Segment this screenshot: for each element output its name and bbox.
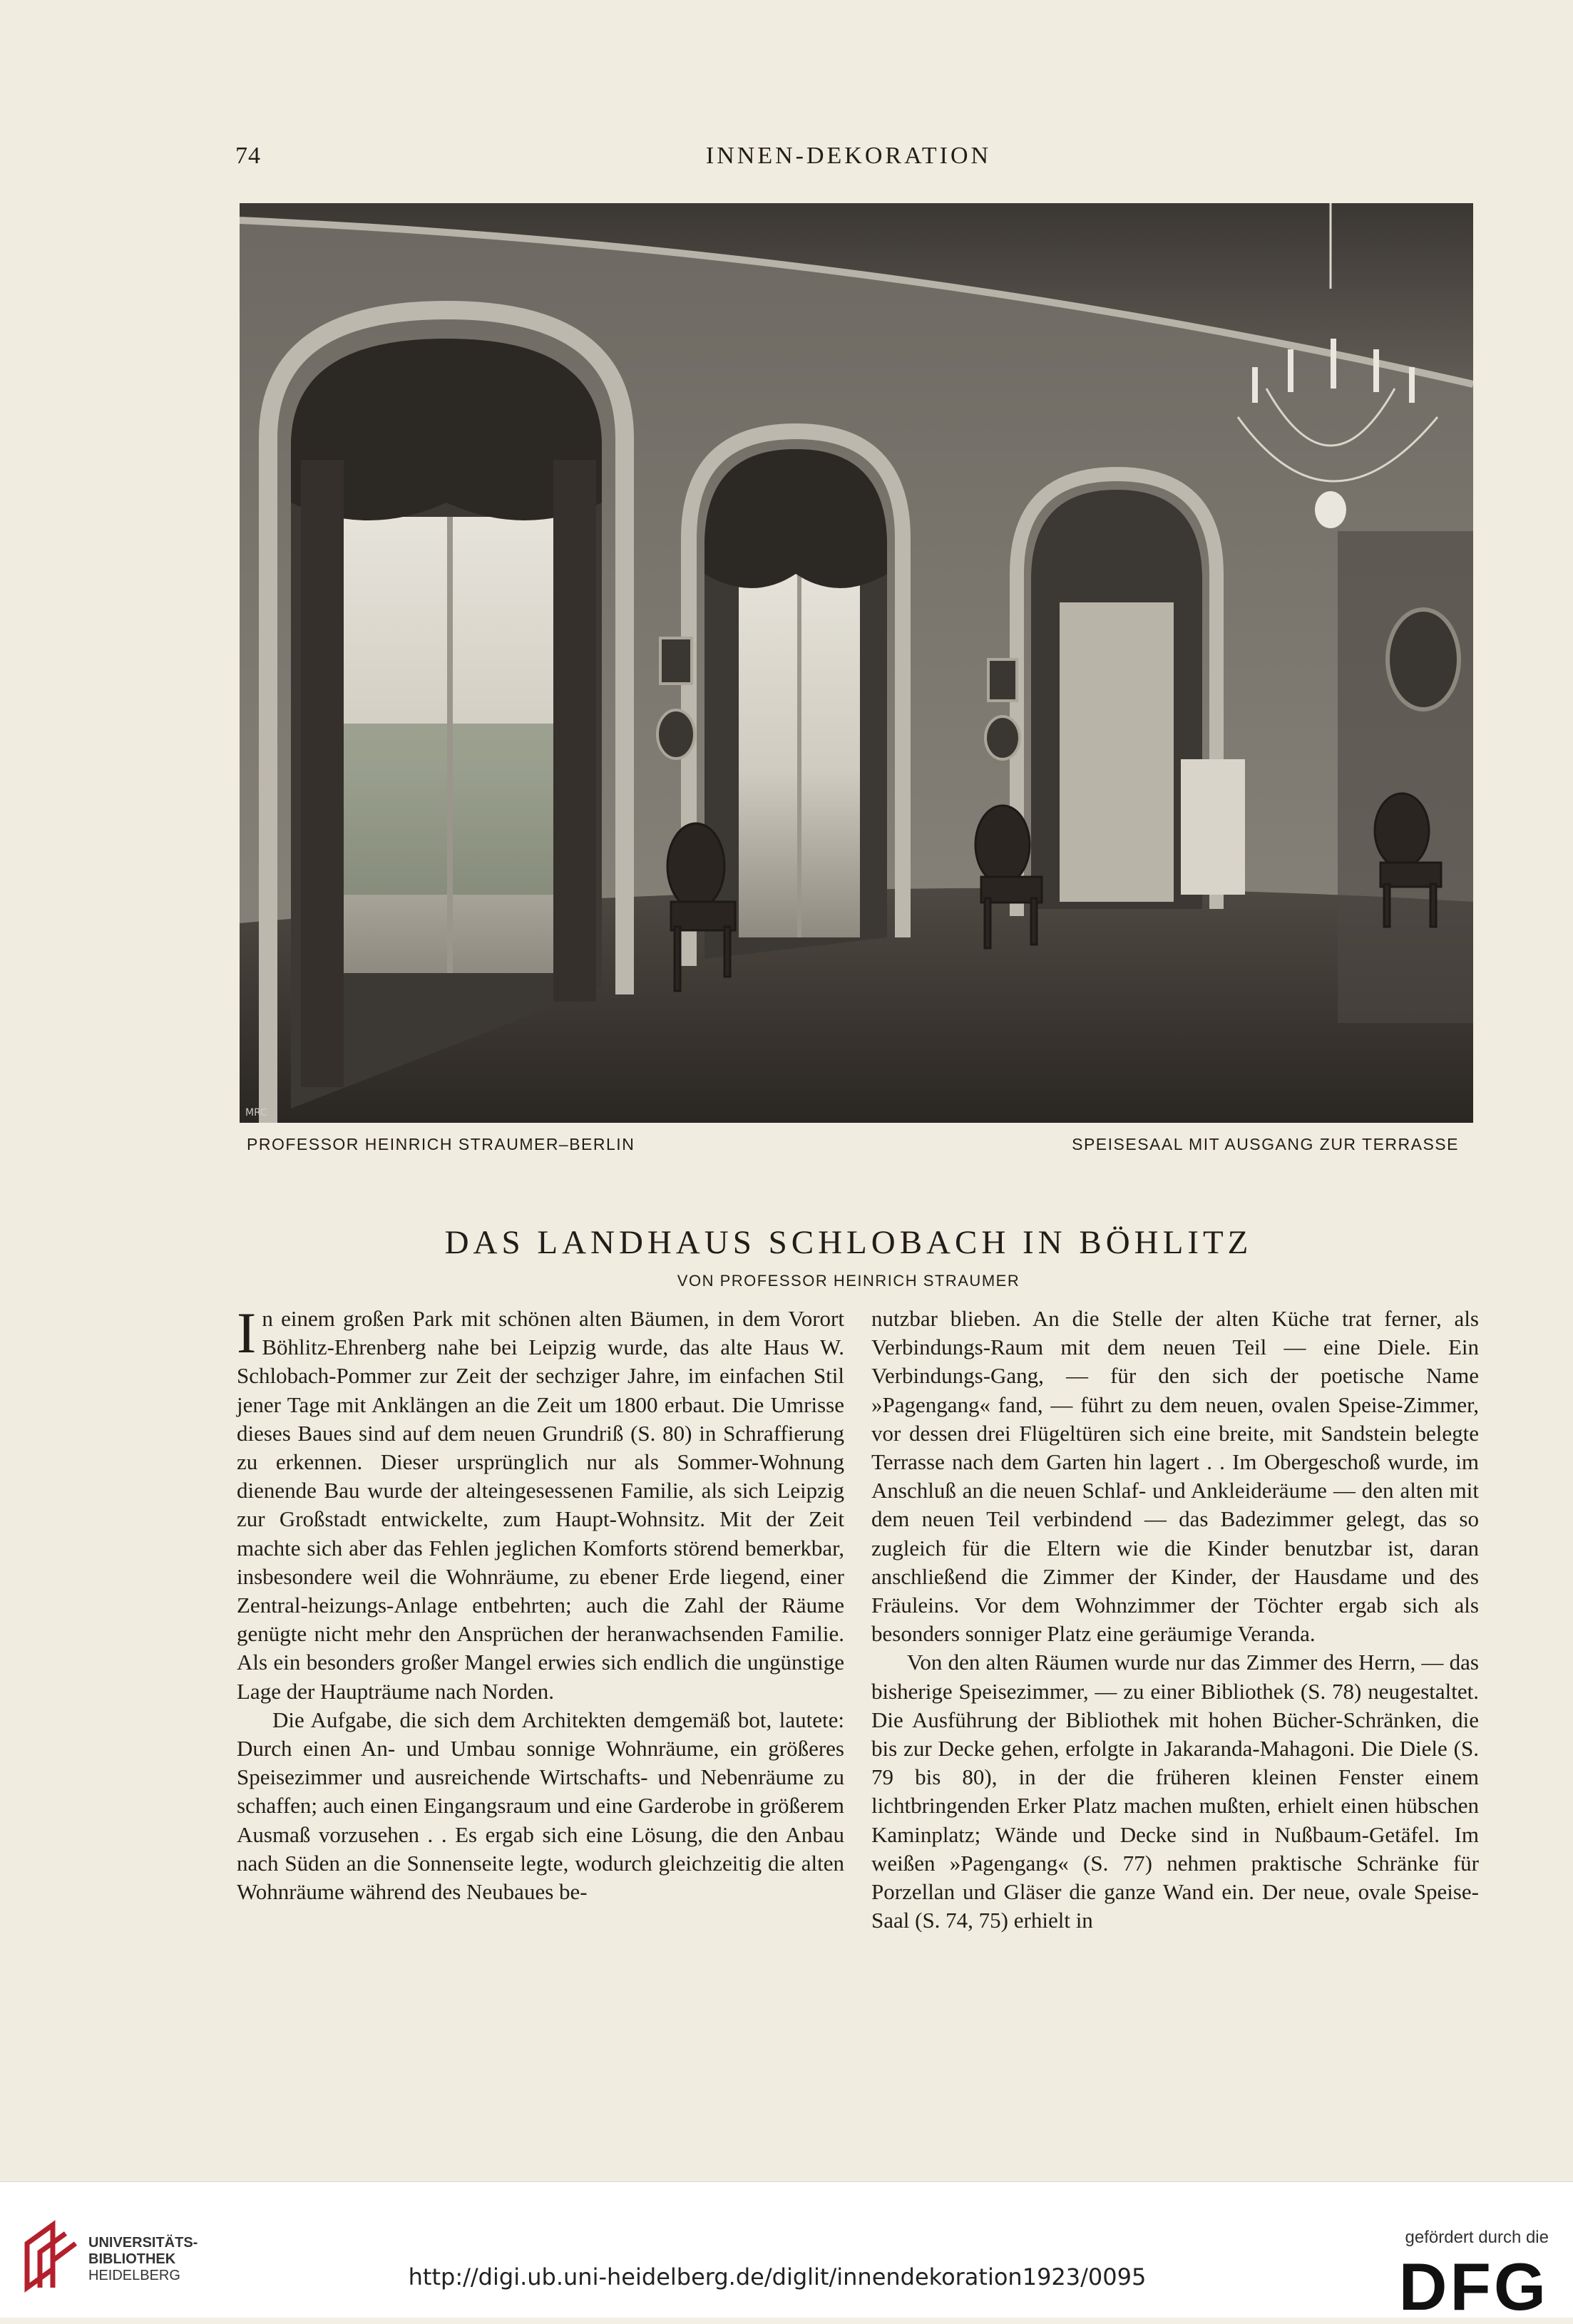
text-column-left [237,1300,844,1906]
photo-credit: PROFESSOR HEINRICH STRAUMER–BERLIN [247,1135,635,1153]
paragraph-text: n einem großen Park mit schönen alten Bäumen, in dem Vorort Böhlitz-Ehrenberg nahe bei Leipzig wurde, das alte Haus W. Schlobach-Pommer zur Zeit der sechziger Jahre, im einfachen Stil jener Tage mit Anklängen an die Zeit um 1800 erbaut. Die Umrisse dieses Baues sind auf dem neuen Grundriß (S. 80) in Schraffierung zu erkennen. Dieser ursprünglich nur als Sommer-Wohnung dienende Bau wurde der alteingesessenen Familie, als sich Leipzig zur Großstadt entwickelte, zum Haupt-Wohnsitz. Mit der Zeit machte sich aber das Fehlen jeglichen Komforts störend bemerkbar, insbesondere weil die Wohnräume, zu ebener Erde liegend, einer Zentral-heizungs-Anlage entbehrten; auch die Zahl der Räume genügte nicht mehr den Ansprüchen der heranwachsenden Familie. Als ein besonders großer Mangel erwies sich endlich die ungünstige Lage der Haupträume nach Norden. [237,1306,844,1704]
journal-title: INNEN-DEKORATION [705,143,992,169]
article-byline: VON PROFESSOR HEINRICH STRAUMER [677,1272,1020,1290]
photo-caption: SPEISESAAL MIT AUSGANG ZUR TERRASSE [1072,1135,1459,1153]
paragraph [237,1300,844,1706]
dining-room-photo [240,203,1473,1123]
running-head [235,143,1462,177]
drop-cap: I [237,1300,257,1365]
photo-signature: MRC [245,1107,267,1119]
paragraph: Die Aufgabe, die sich dem Architekten demgemäß bot, lautete: Durch einen An- und Umbau sonnige Wohnräume, ein größeres Speisezimmer und ausreichende Wirtschafts- und Nebenräume zu schaffen; auch einen Eingangsraum und eine Garderobe in größerem Ausmaß vorzusehen . . Es ergab sich eine Lösung, die den Anbau nach Süden an die Sonnenseite legte, wodurch gleichzeitig die alten Wohnräume während des Neubaues be- [237,1707,844,1905]
text-column-right [871,1305,1479,1935]
ub-heidelberg-logo-icon[interactable] [20,2219,77,2293]
dfg-wordmark-icon[interactable]: DFG [1398,2249,1549,2324]
library-name[interactable]: UNIVERSITÄTS- BIBLIOTHEK HEIDELBERG [88,2235,198,2283]
article-title: DAS LANDHAUS SCHLOBACH IN BÖHLITZ [444,1224,1253,1261]
permalink-url[interactable]: http://digi.ub.uni-heidelberg.de/diglit/innendekoration1923/0095 [408,2263,1147,2290]
paragraph: Von den alten Räumen wurde nur das Zimmer des Herrn, — das bisherige Speisezimmer, — zu einer Bibliothek (S. 78) neugestaltet. Die Ausführung der Bibliothek mit hohen Bücher-Schränken, die bis zur Decke gehen, erfolgte in Jakaranda-Mahagoni. Die Diele (S. 79 bis 80), in der die früheren kleinen Fenster einem lichtbringenden Erker Platz machen mußten, erhielt einen hübschen Kaminplatz; Wände und Decke sind in Nußbaum-Getäfel. Im weißen »Pagengang« (S. 77) nehmen praktische Schränke für Porzellan und Gläser die ganze Wand ein. Der neue, ovale Speise-Saal (S. 74, 75) erhielt in [871,1650,1479,1933]
paragraph: nutzbar blieben. An die Stelle der alten Küche trat ferner, als Verbindungs-Raum mit dem neuen Teil — eine Diele. Ein Verbindungs-Gang, — für den sich der poetische Name »Pagengang« fand, — führt zu dem neuen, ovalen Speise-Zimmer, vor dessen drei Flügeltüren sich eine breite, mit Sandstein belegte Terrasse nach dem Garten hin lagert . . Im Obergeschoß wurde, im Anschluß an die neuen Schlaf- und Ankleideräume — den alten mit dem neuen Teil verbindend — das Badezimmer gelegt, das so zugleich für die Eltern wie die Kinder benutzbar ist, daran anschließend die Zimmer der Kinder, der Hausdame und des Fräuleins. Vor dem Wohnzimmer der Töchter ergab sich als besonders sonniger Platz eine geräumige Veranda. [871,1306,1479,1647]
digitization-footer [0,2181,1573,2324]
funded-by-label: gefördert durch die [1405,2228,1549,2247]
page-number: 74 [235,143,261,169]
